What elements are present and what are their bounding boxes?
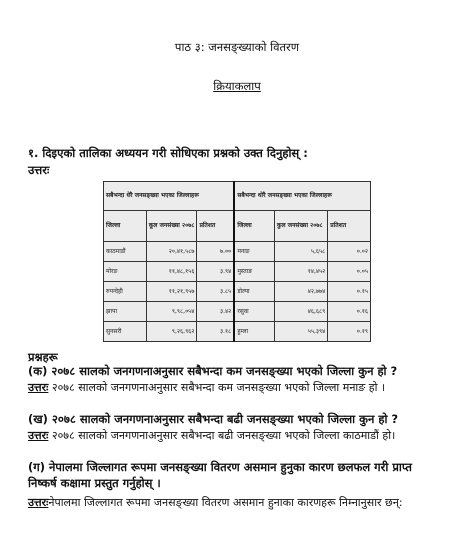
cell-district: रुपन्देही (104, 282, 147, 302)
table-row (104, 302, 371, 322)
answer-kha (28, 428, 395, 443)
answer-kha-label: उत्तरः (28, 429, 49, 442)
table-row (104, 262, 371, 282)
cell-percent-2: ०.१५ (328, 282, 371, 302)
answer-ga (28, 495, 403, 510)
cell-district: मोरङ (104, 262, 147, 282)
cell-percent-2: ०.१९ (328, 322, 371, 342)
answer-kha-text: २०७८ सालको जनगणनाअनुसार सबैभन्दा बढी जनसङ्ख्या भएको जिल्ला काठमाडौं हो। (51, 429, 396, 442)
question-ga-line-1: (ग) नेपालमा जिल्लागत रूपमा जनसङ्ख्या वितरण असमान हुनुका कारण छलफल गरी प्राप्त (28, 460, 412, 474)
question-kha: (ख) २०७८ सालको जनगणनाअनुसार सबैभन्दा बढी जनसङ्ख्या भएको जिल्ला कुन हो ? (28, 412, 399, 426)
table-row (104, 282, 371, 302)
cell-population: ११,२१,९५७ (146, 282, 197, 302)
cell-population-2: ४६,६८९ (274, 302, 327, 322)
answer-label: उत्तरः (28, 163, 50, 177)
cell-district-2: डोल्पा (234, 282, 274, 302)
question-ka: (क) २०७८ सालको जनगणनाअनुसार सबैभन्दा कम जनसङ्ख्या भएको जिल्ला कुन हो ? (28, 364, 398, 378)
cell-population-2: ५,६५८ (274, 242, 327, 262)
col-header-percent: प्रतिशत (197, 211, 234, 242)
answer-ka-text: २०७८ सालको जनगणनाअनुसार सबैभन्दा कम जनसङ्ख्या भएको जिल्ला मनाङ हो । (51, 381, 386, 394)
cell-percent-2: ०.०५ (328, 262, 371, 282)
answer-ka-label: उत्तरः (28, 381, 49, 394)
cell-population-2: ५५,३९४ (274, 322, 327, 342)
cell-percent: ७.०० (197, 242, 234, 262)
col-header-total-population: कूल जनसंख्या २०७८ (146, 211, 197, 242)
cell-percent-2: ०.१६ (328, 302, 371, 322)
cell-district-2: मनाङ (234, 242, 274, 262)
cell-percent-2: ०.०२ (328, 242, 371, 262)
cell-population: ९,२६,९६२ (146, 322, 197, 342)
answer-ga-text: नेपालमा जिल्लागत रूपमा जनसङ्ख्या वितरण असमान हुनाका कारणहरू निम्नानुसार छन्: (48, 496, 403, 509)
group-header-lowest: सबैभन्दा थोरै जनसङ्ख्या भएका जिल्लाहरू (234, 182, 370, 211)
group-header-highest: सबैभन्दा धेरै जनसङ्ख्या भएका जिल्लाहरू (104, 182, 235, 211)
cell-percent: ३.१८ (197, 322, 234, 342)
cell-population: २०,४१,५८७ (146, 242, 197, 262)
col-header-total-population-2: कुल जनसंख्या २०७८ (274, 211, 327, 242)
cell-population: ९,९८,०५४ (146, 302, 197, 322)
cell-district-2: हुम्ला (234, 322, 274, 342)
col-header-district: जिल्ला (104, 211, 147, 242)
answer-ga-label: उत्तरः (28, 496, 49, 509)
page-title: पाठ ३: जनसङ्ख्याको वितरण (174, 40, 300, 54)
cell-district-2: मुस्ताङ (234, 262, 274, 282)
cell-population-2: १४,४५२ (274, 262, 327, 282)
table-row (104, 322, 371, 342)
questions-heading: प्रश्नहरू (28, 350, 58, 364)
question-1: १. दिइएको तालिका अध्ययन गरी सोधिएका प्रश्नको उक्त दिनुहोस् : (28, 146, 308, 160)
col-header-percent-2: प्रतिशत (328, 211, 371, 242)
cell-percent: ३.९४ (197, 262, 234, 282)
cell-population: ११,४८,१५६ (146, 262, 197, 282)
col-header-district-2: जिल्ला (234, 211, 274, 242)
activity-heading-text: क्रियाकलाप (213, 79, 261, 93)
cell-percent: ३.८५ (197, 282, 234, 302)
question-ga-line-2: निष्कर्ष कक्षामा प्रस्तुत गर्नुहोस् । (28, 476, 161, 490)
cell-district: काठमाडौं (104, 242, 147, 262)
answer-ka (28, 380, 385, 395)
district-population-table (103, 181, 371, 341)
cell-population-2: ४२,७७४ (274, 282, 327, 302)
cell-district: सुनसरी (104, 322, 147, 342)
cell-district-2: रसुवा (234, 302, 274, 322)
cell-percent: ३.४२ (197, 302, 234, 322)
activity-heading (0, 79, 474, 94)
table-row (104, 242, 371, 262)
cell-district: झापा (104, 302, 147, 322)
